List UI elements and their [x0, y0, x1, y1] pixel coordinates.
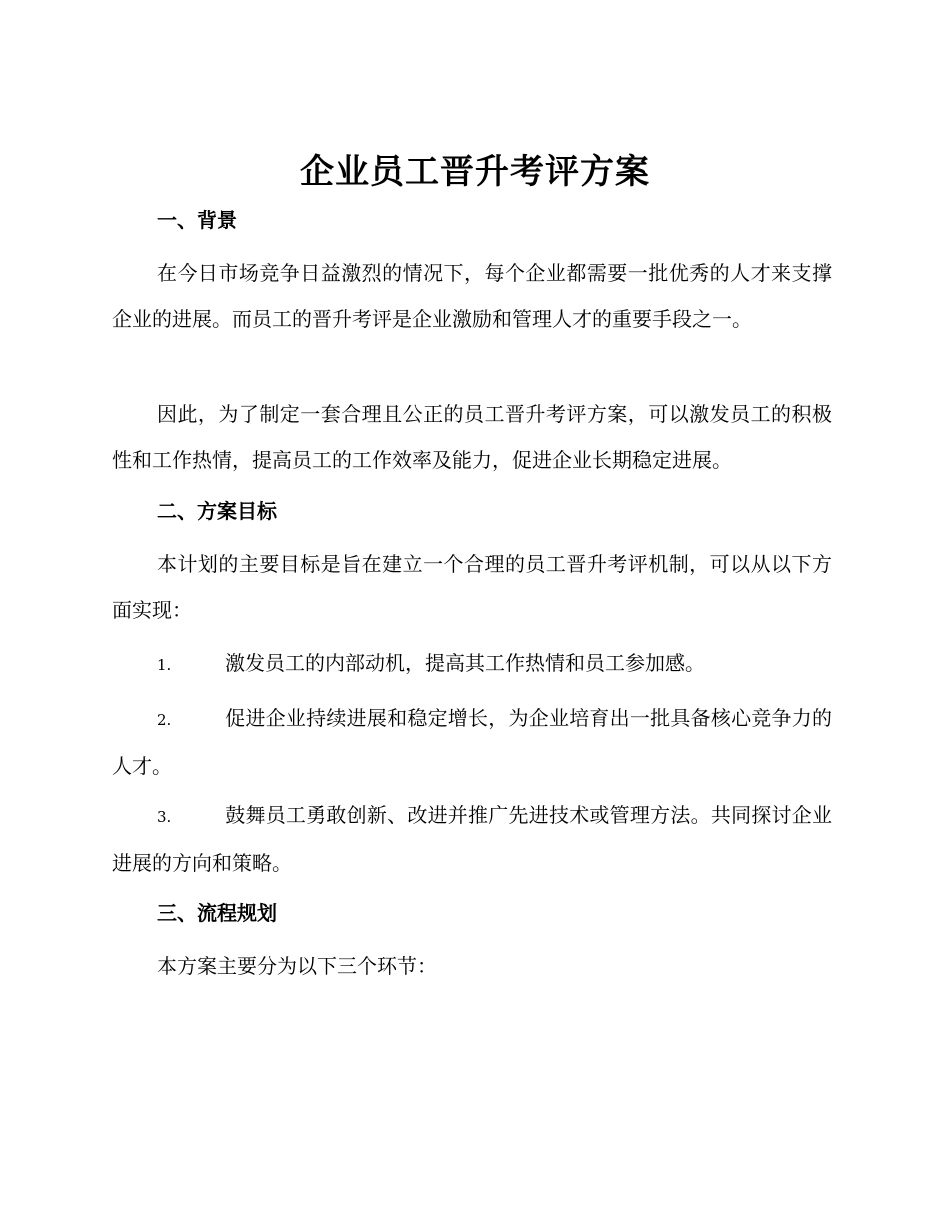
list-item-number: 3. — [157, 808, 172, 826]
list-item-number: 2. — [157, 711, 172, 729]
paragraph-background-1: 在今日市场竞争日益激烈的情况下，每个企业都需要一批优秀的人才来支撑企业的进展。而员工的晋升考评是企业激励和管理人才的重要手段之一。 — [112, 261, 832, 331]
paragraph-goals-intro: 本计划的主要目标是旨在建立一个合理的员工晋升考评机制，可以从以下方面实现： — [112, 552, 832, 622]
list-item-text: 鼓舞员工勇敢创新、改进并推广先进技术或管理方法。共同探讨企业进展的方向和策略。 — [112, 803, 832, 875]
list-item — [112, 640, 832, 688]
section-heading-background: 一、背景 — [157, 208, 237, 232]
list-item-text: 促进企业持续进展和稳定增长，为企业培育出一批具备核心竞争力的人才。 — [112, 706, 832, 778]
list-item-text: 激发员工的内部动机，提高其工作热情和员工参加感。 — [225, 651, 705, 675]
paragraph-background-2: 因此，为了制定一套合理且公正的员工晋升考评方案，可以激发员工的积极性和工作热情，提高员工的工作效率及能力，促进企业长期稳定进展。 — [112, 402, 832, 472]
section-heading-goals: 二、方案目标 — [157, 499, 277, 523]
list-item-number: 1. — [157, 656, 172, 674]
page-title: 企业员工晋升考评方案 — [300, 152, 650, 192]
section-heading-process: 三、流程规划 — [157, 901, 277, 925]
paragraph-process-intro: 本方案主要分为以下三个环节： — [157, 954, 437, 978]
list-item — [112, 792, 832, 886]
list-item — [112, 695, 832, 789]
